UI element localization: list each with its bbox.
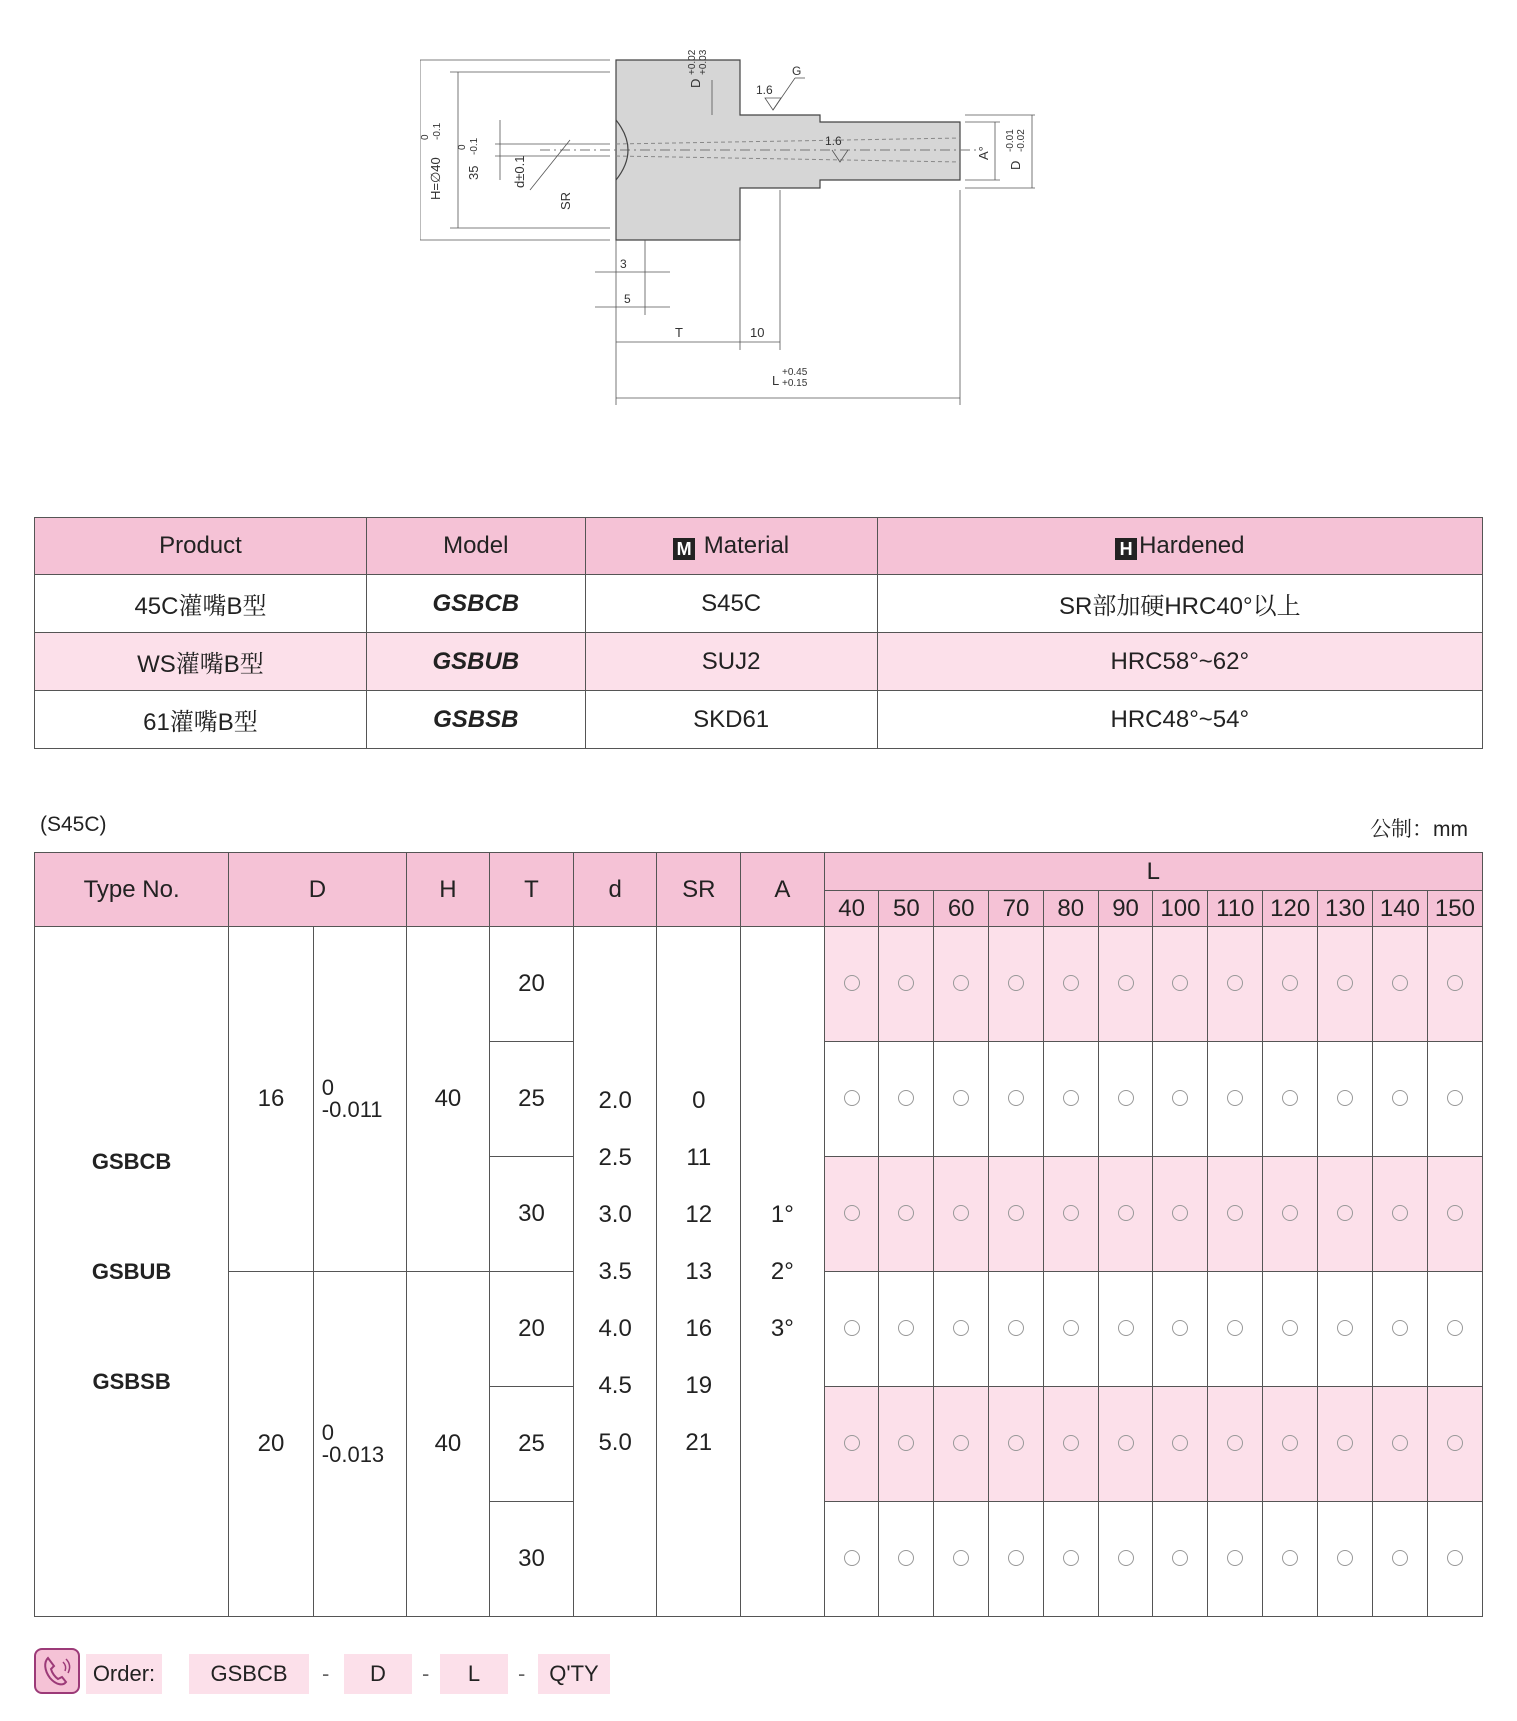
circle-icon: [1337, 1550, 1353, 1566]
svg-text:+0.45: +0.45: [782, 367, 808, 378]
dim-a-label: A°: [976, 146, 991, 160]
header-l-value: 80: [1043, 891, 1098, 927]
circle-icon: [1392, 1320, 1408, 1336]
a-list: 1° 2° 3°: [741, 927, 825, 1617]
circle-icon: [844, 1205, 860, 1221]
availability-cell: [1098, 1157, 1153, 1272]
availability-cell: [989, 1157, 1044, 1272]
circle-icon: [1008, 975, 1024, 991]
availability-cell: [1208, 1387, 1263, 1502]
circle-icon: [1337, 1320, 1353, 1336]
availability-cell: [1153, 1157, 1208, 1272]
availability-cell: [879, 1387, 934, 1502]
availability-cell: [824, 1042, 879, 1157]
availability-cell: [1043, 927, 1098, 1042]
availability-cell: [1098, 1042, 1153, 1157]
availability-cell: [1373, 1502, 1428, 1617]
circle-icon: [1063, 1090, 1079, 1106]
circle-icon: [1227, 1090, 1243, 1106]
d-tolerance: 0 -0.013: [313, 1272, 406, 1617]
circle-icon: [1282, 975, 1298, 991]
circle-icon: [898, 1090, 914, 1106]
circle-icon: [1063, 1435, 1079, 1451]
circle-icon: [1282, 1320, 1298, 1336]
availability-cell: [879, 927, 934, 1042]
svg-text:0: 0: [420, 134, 431, 140]
circle-icon: [844, 975, 860, 991]
dim-t-label: T: [675, 325, 683, 340]
order-field-d: D: [344, 1654, 412, 1694]
circle-icon: [1392, 1205, 1408, 1221]
header-l-value: 130: [1318, 891, 1373, 927]
circle-icon: [1282, 1435, 1298, 1451]
availability-cell: [1263, 1272, 1318, 1387]
type-no-cell: [35, 927, 229, 1617]
dim-sr-label: SR: [558, 191, 573, 210]
circle-icon: [1282, 1550, 1298, 1566]
circle-icon: [1282, 1090, 1298, 1106]
availability-cell: [989, 1272, 1044, 1387]
availability-cell: [989, 1502, 1044, 1617]
availability-cell: [824, 1157, 879, 1272]
circle-icon: [1227, 1320, 1243, 1336]
technical-drawing: [420, 40, 1070, 450]
availability-cell: [1263, 1387, 1318, 1502]
circle-icon: [1337, 975, 1353, 991]
d-tolerance: 0 -0.011: [313, 927, 406, 1272]
availability-cell: [1043, 1502, 1098, 1617]
order-label: Order:: [86, 1654, 162, 1694]
availability-cell: [1043, 1387, 1098, 1502]
circle-icon: [844, 1320, 860, 1336]
circle-icon: [1172, 1435, 1188, 1451]
order-sep: -: [518, 1661, 526, 1686]
unit-note: 公制：mm: [1370, 818, 1468, 841]
availability-cell: [1318, 1042, 1373, 1157]
dim-d-top-label: D: [688, 78, 703, 88]
t-value: 25: [490, 1387, 574, 1502]
availability-cell: [1318, 1157, 1373, 1272]
h-value: 40: [406, 1272, 490, 1617]
order-sep: -: [422, 1661, 430, 1686]
roughness-1: 1.6: [756, 83, 773, 97]
availability-cell: [1208, 927, 1263, 1042]
svg-text:-0.1: -0.1: [469, 137, 480, 155]
header-type-no: Type No.: [35, 853, 229, 927]
circle-icon: [1008, 1320, 1024, 1336]
availability-cell: [1427, 1272, 1482, 1387]
availability-cell: [1427, 1387, 1482, 1502]
circle-icon: [1337, 1090, 1353, 1106]
availability-cell: [879, 1272, 934, 1387]
header-l-value: 70: [989, 891, 1044, 927]
availability-cell: [1153, 1042, 1208, 1157]
availability-cell: [934, 1157, 989, 1272]
circle-icon: [1118, 1320, 1134, 1336]
circle-icon: [1172, 975, 1188, 991]
order-field-model: GSBCB: [189, 1654, 309, 1694]
sr-list: 0 11 12 13 16 19 21: [657, 927, 741, 1617]
availability-cell: [934, 927, 989, 1042]
availability-cell: [1427, 1042, 1482, 1157]
circle-icon: [1447, 1090, 1463, 1106]
spec-table: [34, 517, 1483, 749]
circle-icon: [1282, 1205, 1298, 1221]
availability-cell: [1263, 1502, 1318, 1617]
availability-cell: [1427, 1157, 1482, 1272]
circle-icon: [953, 1435, 969, 1451]
order-field-l: L: [440, 1654, 508, 1694]
availability-cell: [879, 1502, 934, 1617]
circle-icon: [898, 975, 914, 991]
header-a: A: [741, 853, 825, 927]
availability-cell: [989, 1387, 1044, 1502]
circle-icon: [844, 1550, 860, 1566]
circle-icon: [1392, 975, 1408, 991]
phone-icon: [34, 1648, 80, 1694]
circle-icon: [898, 1320, 914, 1336]
availability-cell: [1318, 1272, 1373, 1387]
availability-cell: [1318, 1387, 1373, 1502]
availability-cell: [1153, 1502, 1208, 1617]
header-sr: SR: [657, 853, 741, 927]
header-model: Model: [366, 518, 585, 575]
circle-icon: [1337, 1205, 1353, 1221]
availability-cell: [1153, 1387, 1208, 1502]
circle-icon: [898, 1550, 914, 1566]
t-value: 30: [490, 1502, 574, 1617]
circle-icon: [844, 1090, 860, 1106]
type-no: GSBUB: [91, 1258, 172, 1284]
availability-cell: [1043, 1272, 1098, 1387]
circle-icon: [1118, 1205, 1134, 1221]
circle-icon: [1008, 1090, 1024, 1106]
dim-5-label: 5: [624, 292, 631, 306]
circle-icon: [953, 1090, 969, 1106]
availability-cell: [934, 1387, 989, 1502]
circle-icon: [1392, 1435, 1408, 1451]
circle-icon: [1227, 1550, 1243, 1566]
availability-cell: [1373, 927, 1428, 1042]
header-l-value: 110: [1208, 891, 1263, 927]
availability-cell: [879, 1042, 934, 1157]
table-row: [35, 927, 1483, 1042]
type-no: GSBCB: [91, 1148, 172, 1174]
availability-cell: [1373, 1042, 1428, 1157]
d-small-list: 2.0 2.5 3.0 3.5 4.0 4.5 5.0: [573, 927, 657, 1617]
availability-cell: [1263, 1042, 1318, 1157]
d-value: 16: [229, 927, 314, 1272]
circle-icon: [953, 1205, 969, 1221]
availability-cell: [824, 1272, 879, 1387]
dimension-table: [34, 852, 1483, 1617]
availability-cell: [1043, 1042, 1098, 1157]
table-row: 61灌嘴B型 GSBSB SKD61 HRC48°~54°: [35, 691, 1483, 749]
availability-cell: [1208, 1157, 1263, 1272]
availability-cell: [989, 1042, 1044, 1157]
dim-3-label: 3: [620, 257, 627, 271]
header-l-value: 90: [1098, 891, 1153, 927]
availability-cell: [1427, 927, 1482, 1042]
circle-icon: [1063, 1550, 1079, 1566]
header-l-value: 60: [934, 891, 989, 927]
header-hardened: H Hardened: [877, 518, 1482, 575]
availability-cell: [1373, 1157, 1428, 1272]
svg-text:0: 0: [457, 144, 468, 150]
circle-icon: [1227, 1435, 1243, 1451]
header-l-value: 100: [1153, 891, 1208, 927]
availability-cell: [1318, 1502, 1373, 1617]
circle-icon: [844, 1435, 860, 1451]
svg-text:+0.15: +0.15: [782, 378, 808, 389]
availability-cell: [1208, 1502, 1263, 1617]
h-value: 40: [406, 927, 490, 1272]
hardened-icon: H: [1115, 538, 1137, 560]
circle-icon: [1447, 1435, 1463, 1451]
availability-cell: [1098, 1502, 1153, 1617]
header-d-small: d: [573, 853, 657, 927]
t-value: 30: [490, 1157, 574, 1272]
header-l-value: 120: [1263, 891, 1318, 927]
circle-icon: [1008, 1550, 1024, 1566]
svg-text:-0.1: -0.1: [432, 122, 443, 140]
circle-icon: [1447, 1550, 1463, 1566]
material-icon: M: [673, 538, 695, 560]
circle-icon: [953, 1320, 969, 1336]
availability-cell: [1318, 927, 1373, 1042]
availability-cell: [1208, 1272, 1263, 1387]
header-l-value: 140: [1373, 891, 1428, 927]
dim-d-small-label: d±0.1: [512, 155, 527, 188]
availability-cell: [1043, 1157, 1098, 1272]
availability-cell: [1098, 1387, 1153, 1502]
header-product: Product: [35, 518, 367, 575]
circle-icon: [1118, 1550, 1134, 1566]
availability-cell: [1098, 1272, 1153, 1387]
circle-icon: [1227, 1205, 1243, 1221]
t-value: 25: [490, 1042, 574, 1157]
table-row: WS灌嘴B型 GSBUB SUJ2 HRC58°~62°: [35, 633, 1483, 691]
availability-cell: [879, 1157, 934, 1272]
circle-icon: [1447, 1320, 1463, 1336]
svg-text:+0.02: +0.02: [687, 49, 698, 75]
circle-icon: [1447, 975, 1463, 991]
header-l-value: 40: [824, 891, 879, 927]
roughness-g: G: [792, 64, 802, 78]
circle-icon: [1008, 1205, 1024, 1221]
availability-cell: [1208, 1042, 1263, 1157]
circle-icon: [953, 1550, 969, 1566]
availability-cell: [1263, 1157, 1318, 1272]
header-l: L: [824, 853, 1482, 891]
availability-cell: [1373, 1272, 1428, 1387]
header-h: H: [406, 853, 490, 927]
circle-icon: [1172, 1205, 1188, 1221]
availability-cell: [934, 1272, 989, 1387]
circle-icon: [1118, 1090, 1134, 1106]
circle-icon: [1447, 1205, 1463, 1221]
material-note: (S45C): [40, 813, 107, 836]
header-l-value: 150: [1427, 891, 1482, 927]
circle-icon: [1063, 1320, 1079, 1336]
circle-icon: [1118, 975, 1134, 991]
availability-cell: [934, 1042, 989, 1157]
circle-icon: [1172, 1550, 1188, 1566]
dim-10-label: 10: [750, 325, 765, 340]
header-l-value: 50: [879, 891, 934, 927]
type-no: GSBSB: [92, 1368, 171, 1394]
roughness-2: 1.6: [825, 134, 842, 148]
svg-text:+0.03: +0.03: [698, 49, 709, 75]
circle-icon: [1172, 1090, 1188, 1106]
table-row: 45C灌嘴B型 GSBCB S45C SR部加硬HRC40°以上: [35, 575, 1483, 633]
availability-cell: [1153, 1272, 1208, 1387]
order-field-qty: Q'TY: [538, 1654, 610, 1694]
circle-icon: [1063, 975, 1079, 991]
svg-text:-0.02: -0.02: [1016, 129, 1027, 152]
availability-cell: [989, 927, 1044, 1042]
circle-icon: [1392, 1550, 1408, 1566]
circle-icon: [1172, 1320, 1188, 1336]
t-value: 20: [490, 1272, 574, 1387]
circle-icon: [1063, 1205, 1079, 1221]
circle-icon: [1118, 1435, 1134, 1451]
circle-icon: [1337, 1435, 1353, 1451]
svg-text:-0.01: -0.01: [1005, 129, 1016, 152]
dim-h-label: H=∅40: [428, 157, 443, 200]
circle-icon: [898, 1435, 914, 1451]
t-value: 20: [490, 927, 574, 1042]
availability-cell: [824, 927, 879, 1042]
availability-cell: [934, 1502, 989, 1617]
availability-cell: [824, 1502, 879, 1617]
order-sep: -: [322, 1661, 330, 1686]
availability-cell: [1098, 927, 1153, 1042]
availability-cell: [1263, 927, 1318, 1042]
circle-icon: [1227, 975, 1243, 991]
d-value: 20: [229, 1272, 314, 1617]
circle-icon: [1008, 1435, 1024, 1451]
dim-l-label: L: [772, 373, 780, 388]
dim-d-right-label: D: [1008, 160, 1023, 170]
header-d-big: D: [229, 853, 406, 927]
dim-35-label: 35: [466, 165, 481, 180]
header-t: T: [490, 853, 574, 927]
availability-cell: [1427, 1502, 1482, 1617]
availability-cell: [1373, 1387, 1428, 1502]
availability-cell: [824, 1387, 879, 1502]
availability-cell: [1153, 927, 1208, 1042]
circle-icon: [1392, 1090, 1408, 1106]
circle-icon: [953, 975, 969, 991]
order-line: [34, 1648, 734, 1698]
circle-icon: [898, 1205, 914, 1221]
header-material: M Material: [585, 518, 877, 575]
